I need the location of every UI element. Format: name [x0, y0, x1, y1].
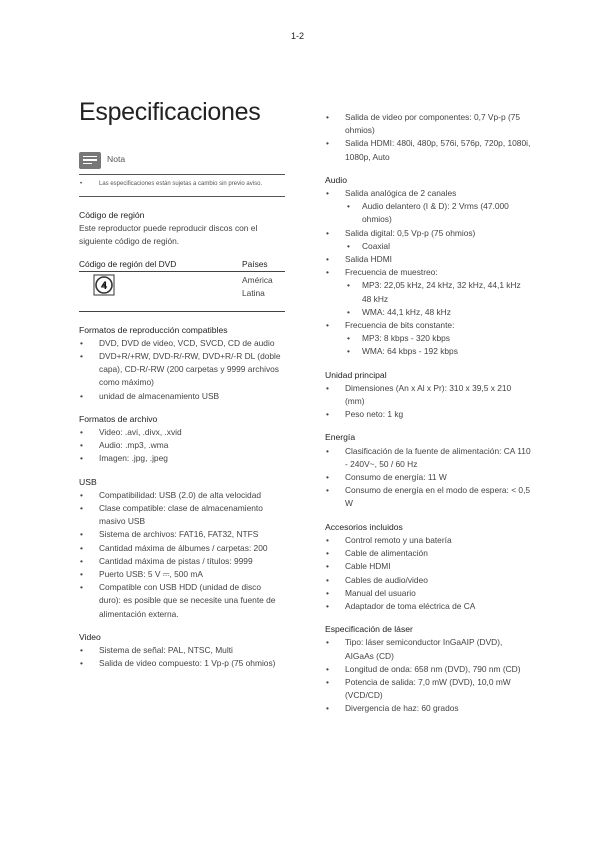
- list-item: • Audio: .mp3, .wma: [79, 439, 285, 452]
- sub-list-item: • MP3: 22,05 kHz, 24 kHz, 32 kHz, 44,1 kHz 48 kHz: [325, 279, 531, 305]
- page-number: 1-2: [290, 31, 304, 41]
- bullet-list: [79, 489, 285, 621]
- section-heading: Formatos de reproducción compatibles: [79, 324, 228, 335]
- list-item: • Salida de video por componentes: 0,7 Vp-p (75 ohmios): [325, 111, 531, 137]
- list-item: • Frecuencia de bits constante:: [325, 319, 531, 332]
- list-item: • unidad de almacenamiento USB: [79, 390, 285, 403]
- list-item: • Tipo: láser semiconductor InGaAIP (DVD), AIGaAs (CD): [325, 636, 531, 662]
- sub-list-item: • WMA: 44,1 kHz, 48 kHz: [325, 306, 531, 319]
- list-item: • Salida de video compuesto: 1 Vp-p (75 ohmios): [79, 657, 285, 670]
- sub-list-item: • Audio delantero (I & D): 2 Vrms (47.000 ohmios): [325, 200, 531, 226]
- section-heading: USB: [79, 476, 97, 487]
- section-audio: [325, 174, 531, 359]
- list-item: • Salida HDMI: 480i, 480p, 576i, 576p, 720p, 1080i, 1080p, Auto: [325, 137, 531, 163]
- list-item: • Control remoto y una batería: [325, 534, 531, 547]
- section-unidad-principal: [325, 369, 531, 422]
- bullet-list: [79, 426, 285, 466]
- section-heading: Audio: [325, 174, 347, 185]
- region-code-cell: [79, 271, 242, 311]
- region-country: América Latina: [242, 271, 285, 311]
- note-label: Nota: [107, 154, 126, 165]
- list-item: • Manual del usuario: [325, 587, 531, 600]
- bullet-list: [79, 337, 285, 403]
- region-text: Este reproductor puede reproducir discos con el siguiente código de región.: [79, 223, 258, 247]
- section-heading: Especificación de láser: [325, 624, 413, 635]
- section-formatos-de-reproduccion-compatibles: [79, 324, 285, 403]
- left-sections: [79, 324, 285, 671]
- list-item: • Puerto USB: 5 V ⎓, 500 mA: [79, 568, 285, 581]
- sub-list-item: • MP3: 8 kbps - 320 kbps: [325, 332, 531, 345]
- list-item: • Cantidad máxima de álbumes / carpetas: 200: [79, 542, 285, 555]
- section-accesorios-incluidos: [325, 521, 531, 613]
- bullet-list: [325, 445, 531, 511]
- list-item: • Consumo de energía en el modo de espera: < 0,5 W: [325, 484, 531, 510]
- region-table-header-country: Países: [242, 258, 285, 272]
- note-icon: [79, 152, 101, 169]
- list-item: • Salida analógica de 2 canales: [325, 187, 531, 200]
- region-table: [79, 258, 285, 312]
- bullet-list: [79, 644, 285, 670]
- left-column: [79, 150, 285, 670]
- section-video: [79, 631, 285, 671]
- section-continued: [325, 111, 531, 164]
- list-item: • Divergencia de haz: 60 grados: [325, 702, 531, 715]
- list-item: • Peso neto: 1 kg: [325, 408, 531, 421]
- list-item: • Sistema de señal: PAL, NTSC, Multi: [79, 644, 285, 657]
- list-item: • Cable de alimentación: [325, 547, 531, 560]
- right-sections: [325, 111, 531, 716]
- list-item: • Cables de audio/video: [325, 574, 531, 587]
- section-heading: Energía: [325, 432, 356, 443]
- list-item: • Consumo de energía: 11 W: [325, 471, 531, 484]
- note-box: [79, 174, 285, 197]
- section-formatos-de-archivo: [79, 413, 285, 466]
- table-row: [79, 271, 285, 311]
- bullet-list: [325, 382, 531, 422]
- note-item: • Las especificaciones están sujetas a cambio sin previo aviso.: [79, 180, 285, 189]
- dvd-region-4-icon: [93, 274, 115, 296]
- bullet-list: [325, 636, 531, 715]
- list-item: • DVD, DVD de video, VCD, SVCD, CD de audio: [79, 337, 285, 350]
- region-code: 4: [100, 279, 108, 292]
- list-item: • Sistema de archivos: FAT16, FAT32, NTFS: [79, 528, 285, 541]
- list-item: • Adaptador de toma eléctrica de CA: [325, 600, 531, 613]
- section-energia: [325, 431, 531, 510]
- list-item: • Cable HDMI: [325, 560, 531, 573]
- list-item: • Potencia de salida: 7,0 mW (DVD), 10,0 mW (VCD/CD): [325, 676, 531, 702]
- list-item: • Clasificación de la fuente de alimentación: CA 110 - 240V~, 50 / 60 Hz: [325, 445, 531, 471]
- sub-list-item: • Coaxial: [325, 240, 531, 253]
- section-heading: Accesorios incluidos: [325, 521, 403, 532]
- list-item: • Dimensiones (An x Al x Pr): 310 x 39,5 x 210 (mm): [325, 382, 531, 408]
- section-heading: Formatos de archivo: [79, 413, 158, 424]
- section-heading: Unidad principal: [325, 369, 387, 380]
- list-item: • Salida HDMI: [325, 253, 531, 266]
- bullet-list: [325, 534, 531, 613]
- list-item: • Video: .avi, .divx, .xvid: [79, 426, 285, 439]
- region-heading: Código de región: [79, 210, 145, 220]
- list-item: • Compatible con USB HDD (unidad de disco duro): es posible que se necesite una fuente de alimentación externa.: [79, 581, 285, 621]
- list-item: • Cantidad máxima de pistas / títulos: 9999: [79, 555, 285, 568]
- list-item: • Salida digital: 0,5 Vp-p (75 ohmios): [325, 227, 531, 240]
- page-title: Especificaciones: [79, 98, 261, 126]
- region-table-header-code: Código de región del DVD: [79, 258, 242, 272]
- list-item: • DVD+R/+RW, DVD-R/-RW, DVD+R/-R DL (doble capa), CD-R/-RW (200 carpetas y 9999 archivos como máximo): [79, 350, 285, 390]
- bullet-list: [325, 111, 531, 164]
- section-usb: [79, 476, 285, 621]
- list-item: • Compatibilidad: USB (2.0) de alta velocidad: [79, 489, 285, 502]
- right-column: [325, 111, 531, 716]
- list-item: • Clase compatible: clase de almacenamiento masivo USB: [79, 502, 285, 528]
- bullet-list: [325, 187, 531, 359]
- section-heading: Video: [79, 631, 101, 642]
- sub-list-item: • WMA: 64 kbps - 192 kbps: [325, 345, 531, 358]
- list-item: • Frecuencia de muestreo:: [325, 266, 531, 279]
- note-header: [79, 150, 285, 170]
- list-item: • Longitud de onda: 658 nm (DVD), 790 nm (CD): [325, 663, 531, 676]
- section-especificacion-de-laser: [325, 623, 531, 715]
- list-item: • Imagen: .jpg, .jpeg: [79, 452, 285, 465]
